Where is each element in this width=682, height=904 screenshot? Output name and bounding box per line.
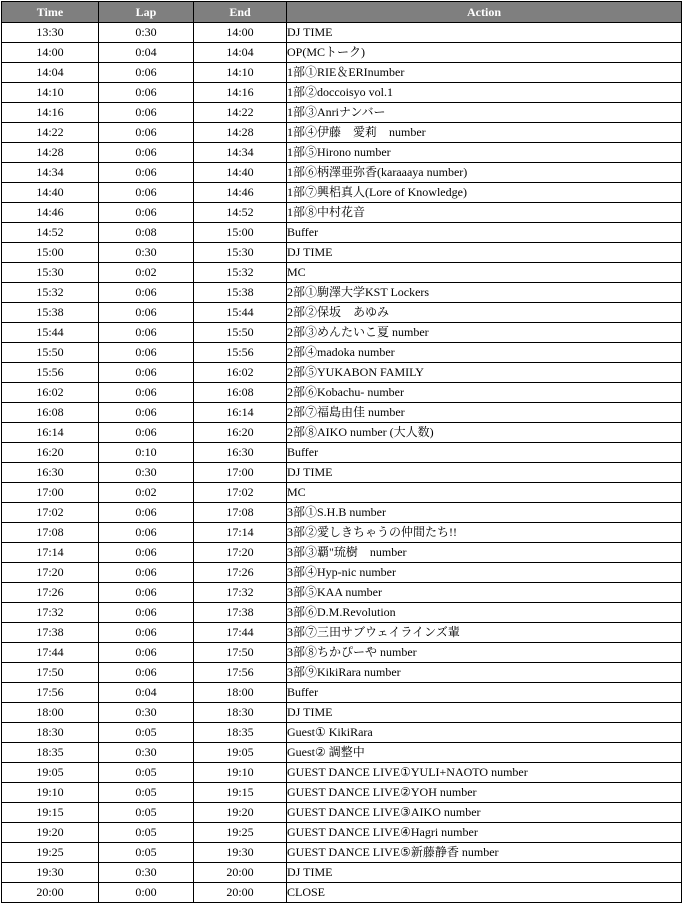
table-row <box>2 483 682 503</box>
cell-time: 14:52 <box>2 223 99 243</box>
cell-lap: 0:10 <box>99 443 194 463</box>
cell-action: OP(MCトーク) <box>287 43 682 63</box>
cell-time: 19:10 <box>2 783 99 803</box>
cell-end: 17:14 <box>194 523 287 543</box>
cell-lap: 0:08 <box>99 223 194 243</box>
cell-end: 19:30 <box>194 843 287 863</box>
cell-action: GUEST DANCE LIVE②YOH number <box>287 783 682 803</box>
cell-lap: 0:06 <box>99 423 194 443</box>
cell-action: 3部④Hyp-nic number <box>287 563 682 583</box>
cell-time: 17:44 <box>2 643 99 663</box>
cell-time: 14:34 <box>2 163 99 183</box>
cell-action: 1部⑤Hirono number <box>287 143 682 163</box>
cell-end: 16:14 <box>194 403 287 423</box>
cell-end: 17:50 <box>194 643 287 663</box>
cell-time: 14:28 <box>2 143 99 163</box>
table-row <box>2 583 682 603</box>
cell-action: 3部③覇"琉樹 number <box>287 543 682 563</box>
table-row <box>2 823 682 843</box>
cell-time: 17:20 <box>2 563 99 583</box>
table-row <box>2 383 682 403</box>
table-row <box>2 663 682 683</box>
table-row <box>2 703 682 723</box>
cell-lap: 0:30 <box>99 863 194 883</box>
cell-end: 17:00 <box>194 463 287 483</box>
cell-end: 15:50 <box>194 323 287 343</box>
cell-lap: 0:04 <box>99 683 194 703</box>
cell-end: 18:35 <box>194 723 287 743</box>
header-end: End <box>194 2 287 23</box>
cell-time: 15:30 <box>2 263 99 283</box>
table-row <box>2 743 682 763</box>
cell-end: 14:34 <box>194 143 287 163</box>
table-row <box>2 143 682 163</box>
table-row <box>2 303 682 323</box>
header-time: Time <box>2 2 99 23</box>
cell-lap: 0:06 <box>99 523 194 543</box>
cell-action: 2部①駒澤大学KST Lockers <box>287 283 682 303</box>
cell-action: 2部⑧AIKO number (大人数) <box>287 423 682 443</box>
table-row <box>2 263 682 283</box>
cell-time: 17:14 <box>2 543 99 563</box>
schedule-table <box>1 1 682 903</box>
cell-time: 19:20 <box>2 823 99 843</box>
header-lap: Lap <box>99 2 194 23</box>
cell-action: 1部③Anriナンバー <box>287 103 682 123</box>
table-row <box>2 603 682 623</box>
cell-action: 1部⑦興梠真人(Lore of Knowledge) <box>287 183 682 203</box>
cell-end: 16:20 <box>194 423 287 443</box>
cell-time: 17:02 <box>2 503 99 523</box>
table-row <box>2 843 682 863</box>
cell-action: 3部②愛しきちゃうの仲間たち!! <box>287 523 682 543</box>
cell-end: 19:05 <box>194 743 287 763</box>
cell-lap: 0:04 <box>99 43 194 63</box>
table-row <box>2 403 682 423</box>
cell-end: 15:00 <box>194 223 287 243</box>
cell-lap: 0:02 <box>99 263 194 283</box>
cell-end: 19:10 <box>194 763 287 783</box>
cell-time: 17:38 <box>2 623 99 643</box>
table-row <box>2 803 682 823</box>
cell-action: 3部①S.H.B number <box>287 503 682 523</box>
cell-lap: 0:06 <box>99 163 194 183</box>
cell-lap: 0:06 <box>99 383 194 403</box>
table-row <box>2 163 682 183</box>
cell-lap: 0:06 <box>99 123 194 143</box>
cell-action: 3部⑧ちかぴーや number <box>287 643 682 663</box>
table-row <box>2 343 682 363</box>
table-row <box>2 463 682 483</box>
cell-end: 16:08 <box>194 383 287 403</box>
cell-time: 19:25 <box>2 843 99 863</box>
cell-lap: 0:30 <box>99 743 194 763</box>
cell-lap: 0:06 <box>99 543 194 563</box>
cell-action: 1部⑧中村花音 <box>287 203 682 223</box>
cell-action: Buffer <box>287 223 682 243</box>
cell-action: MC <box>287 483 682 503</box>
cell-end: 14:00 <box>194 23 287 43</box>
table-row <box>2 63 682 83</box>
cell-action: 3部⑥D.M.Revolution <box>287 603 682 623</box>
cell-action: CLOSE <box>287 883 682 903</box>
cell-lap: 0:06 <box>99 63 194 83</box>
cell-action: GUEST DANCE LIVE①YULI+NAOTO number <box>287 763 682 783</box>
cell-lap: 0:06 <box>99 343 194 363</box>
cell-action: 3部⑦三田サブウェイラインズ輩 <box>287 623 682 643</box>
cell-lap: 0:05 <box>99 783 194 803</box>
cell-action: DJ TIME <box>287 23 682 43</box>
cell-time: 14:22 <box>2 123 99 143</box>
cell-end: 19:25 <box>194 823 287 843</box>
cell-end: 17:44 <box>194 623 287 643</box>
table-row <box>2 643 682 663</box>
cell-end: 18:30 <box>194 703 287 723</box>
cell-end: 14:52 <box>194 203 287 223</box>
cell-end: 15:32 <box>194 263 287 283</box>
cell-end: 17:56 <box>194 663 287 683</box>
cell-action: 2部④madoka number <box>287 343 682 363</box>
cell-end: 16:02 <box>194 363 287 383</box>
table-row <box>2 763 682 783</box>
cell-time: 14:40 <box>2 183 99 203</box>
cell-time: 20:00 <box>2 883 99 903</box>
header-row <box>2 2 682 23</box>
cell-end: 15:38 <box>194 283 287 303</box>
cell-lap: 0:06 <box>99 83 194 103</box>
table-row <box>2 883 682 903</box>
cell-time: 19:15 <box>2 803 99 823</box>
cell-time: 16:14 <box>2 423 99 443</box>
cell-lap: 0:06 <box>99 563 194 583</box>
cell-end: 15:56 <box>194 343 287 363</box>
cell-action: GUEST DANCE LIVE③AIKO number <box>287 803 682 823</box>
cell-action: 2部⑦福島由佳 number <box>287 403 682 423</box>
cell-lap: 0:05 <box>99 843 194 863</box>
cell-end: 15:44 <box>194 303 287 323</box>
cell-end: 20:00 <box>194 883 287 903</box>
cell-lap: 0:30 <box>99 23 194 43</box>
cell-lap: 0:06 <box>99 183 194 203</box>
cell-time: 17:56 <box>2 683 99 703</box>
cell-time: 15:56 <box>2 363 99 383</box>
table-row <box>2 183 682 203</box>
cell-action: 3部⑤KAA number <box>287 583 682 603</box>
cell-end: 14:04 <box>194 43 287 63</box>
table-row <box>2 543 682 563</box>
cell-time: 18:00 <box>2 703 99 723</box>
cell-lap: 0:05 <box>99 723 194 743</box>
cell-end: 14:16 <box>194 83 287 103</box>
cell-time: 19:30 <box>2 863 99 883</box>
table-row <box>2 103 682 123</box>
table-row <box>2 363 682 383</box>
table-row <box>2 503 682 523</box>
cell-lap: 0:06 <box>99 363 194 383</box>
cell-action: 3部⑨KikiRara number <box>287 663 682 683</box>
cell-time: 14:10 <box>2 83 99 103</box>
cell-action: Guest② 調整中 <box>287 743 682 763</box>
cell-lap: 0:02 <box>99 483 194 503</box>
cell-end: 14:46 <box>194 183 287 203</box>
cell-time: 15:44 <box>2 323 99 343</box>
cell-end: 17:20 <box>194 543 287 563</box>
cell-time: 14:00 <box>2 43 99 63</box>
cell-action: DJ TIME <box>287 463 682 483</box>
table-row <box>2 563 682 583</box>
cell-end: 17:08 <box>194 503 287 523</box>
cell-time: 18:30 <box>2 723 99 743</box>
cell-time: 16:20 <box>2 443 99 463</box>
table-row <box>2 723 682 743</box>
cell-end: 19:15 <box>194 783 287 803</box>
cell-end: 14:10 <box>194 63 287 83</box>
cell-lap: 0:06 <box>99 503 194 523</box>
cell-action: GUEST DANCE LIVE⑤新藤静香 number <box>287 843 682 863</box>
cell-end: 14:40 <box>194 163 287 183</box>
cell-lap: 0:06 <box>99 643 194 663</box>
cell-end: 17:02 <box>194 483 287 503</box>
cell-time: 15:38 <box>2 303 99 323</box>
cell-lap: 0:00 <box>99 883 194 903</box>
cell-end: 17:32 <box>194 583 287 603</box>
cell-lap: 0:06 <box>99 603 194 623</box>
table-row <box>2 683 682 703</box>
cell-time: 14:04 <box>2 63 99 83</box>
cell-end: 20:00 <box>194 863 287 883</box>
cell-time: 16:08 <box>2 403 99 423</box>
cell-end: 14:22 <box>194 103 287 123</box>
cell-end: 17:38 <box>194 603 287 623</box>
cell-lap: 0:06 <box>99 103 194 123</box>
cell-lap: 0:06 <box>99 403 194 423</box>
table-row <box>2 203 682 223</box>
table-row <box>2 243 682 263</box>
table-row <box>2 863 682 883</box>
cell-lap: 0:30 <box>99 463 194 483</box>
cell-lap: 0:05 <box>99 803 194 823</box>
table-header <box>2 2 682 23</box>
table-row <box>2 423 682 443</box>
cell-lap: 0:06 <box>99 663 194 683</box>
table-row <box>2 123 682 143</box>
cell-lap: 0:06 <box>99 323 194 343</box>
cell-time: 18:35 <box>2 743 99 763</box>
cell-end: 16:30 <box>194 443 287 463</box>
cell-lap: 0:05 <box>99 823 194 843</box>
cell-time: 14:46 <box>2 203 99 223</box>
cell-action: DJ TIME <box>287 703 682 723</box>
cell-lap: 0:05 <box>99 763 194 783</box>
table-row <box>2 443 682 463</box>
cell-time: 19:05 <box>2 763 99 783</box>
cell-time: 16:30 <box>2 463 99 483</box>
cell-action: Guest① KikiRara <box>287 723 682 743</box>
table-row <box>2 23 682 43</box>
table-row <box>2 83 682 103</box>
cell-time: 15:32 <box>2 283 99 303</box>
cell-lap: 0:06 <box>99 143 194 163</box>
cell-time: 17:32 <box>2 603 99 623</box>
cell-lap: 0:06 <box>99 283 194 303</box>
cell-action: Buffer <box>287 683 682 703</box>
cell-time: 17:00 <box>2 483 99 503</box>
cell-action: 2部②保坂 あゆみ <box>287 303 682 323</box>
cell-time: 15:50 <box>2 343 99 363</box>
table-row <box>2 623 682 643</box>
cell-time: 17:08 <box>2 523 99 543</box>
table-row <box>2 283 682 303</box>
cell-lap: 0:06 <box>99 203 194 223</box>
cell-lap: 0:30 <box>99 243 194 263</box>
cell-lap: 0:06 <box>99 583 194 603</box>
cell-time: 14:16 <box>2 103 99 123</box>
cell-action: MC <box>287 263 682 283</box>
table-row <box>2 523 682 543</box>
cell-time: 15:00 <box>2 243 99 263</box>
cell-action: 1部①RIE＆ERInumber <box>287 63 682 83</box>
cell-lap: 0:06 <box>99 303 194 323</box>
cell-action: 1部④伊藤 愛莉 number <box>287 123 682 143</box>
table-row <box>2 43 682 63</box>
table-row <box>2 783 682 803</box>
cell-action: DJ TIME <box>287 863 682 883</box>
cell-action: GUEST DANCE LIVE④Hagri number <box>287 823 682 843</box>
cell-end: 14:28 <box>194 123 287 143</box>
cell-end: 18:00 <box>194 683 287 703</box>
cell-action: 2部③めんたいこ夏 number <box>287 323 682 343</box>
cell-action: 2部⑥Kobachu- number <box>287 383 682 403</box>
header-action: Action <box>287 2 682 23</box>
cell-action: 1部⑥柄澤亜弥香(karaaaya number) <box>287 163 682 183</box>
cell-action: DJ TIME <box>287 243 682 263</box>
cell-end: 17:26 <box>194 563 287 583</box>
cell-action: 1部②doccoisyo vol.1 <box>287 83 682 103</box>
cell-end: 15:30 <box>194 243 287 263</box>
cell-lap: 0:06 <box>99 623 194 643</box>
cell-action: 2部⑤YUKABON FAMILY <box>287 363 682 383</box>
table-row <box>2 323 682 343</box>
cell-lap: 0:30 <box>99 703 194 723</box>
cell-time: 17:26 <box>2 583 99 603</box>
cell-action: Buffer <box>287 443 682 463</box>
cell-time: 16:02 <box>2 383 99 403</box>
cell-time: 13:30 <box>2 23 99 43</box>
table-body <box>2 23 682 903</box>
cell-time: 17:50 <box>2 663 99 683</box>
cell-end: 19:20 <box>194 803 287 823</box>
table-row <box>2 223 682 243</box>
